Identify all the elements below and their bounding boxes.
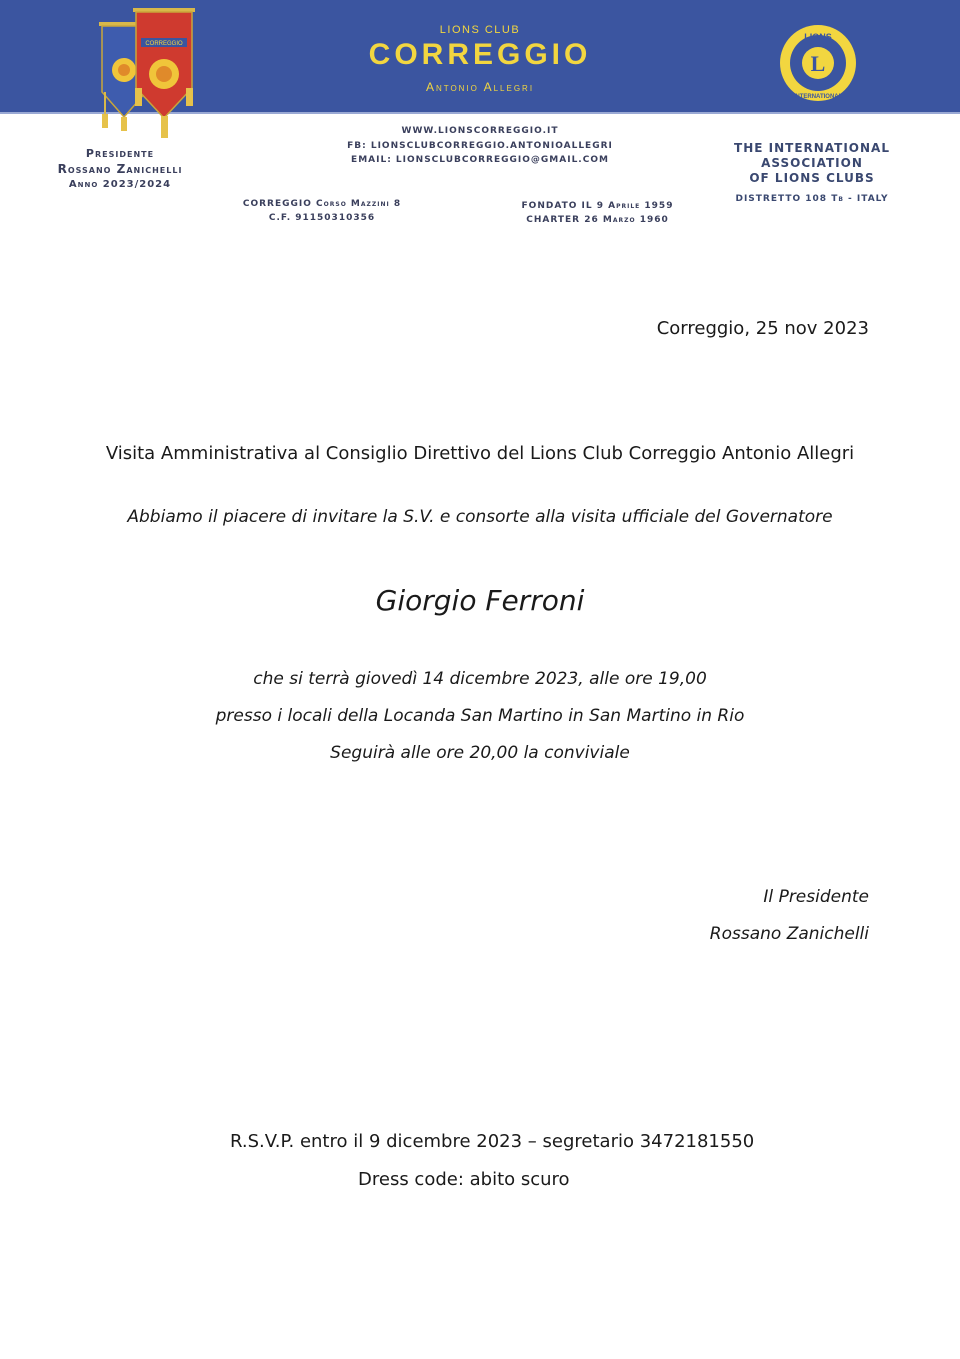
international-association (722, 141, 902, 186)
president-title: Presidente (85, 147, 155, 160)
letter-title: Visita Amministrativa al Consiglio Direttivo del Lions Club Correggio Antonio Allegri (105, 443, 855, 464)
letter-date: Correggio, 25 nov 2023 (656, 318, 869, 339)
lions-international-logo (773, 18, 863, 108)
contact-block (330, 124, 630, 168)
tax-code: C.F. 91150310356 (268, 213, 376, 223)
president-year: Anno 2023/2024 (68, 179, 172, 190)
intl-line-2: ASSOCIATION (761, 156, 863, 170)
website-link[interactable]: WWW.LIONSCORREGGIO.IT (401, 126, 559, 136)
logo-letter: L (810, 51, 826, 76)
pennant-label: CORREGGIO (145, 41, 183, 47)
intl-line-3: OF LIONS CLUBS (749, 171, 875, 185)
president-name: Rossano Zanichelli (57, 162, 183, 176)
club-subtitle: Antonio Allegri (425, 80, 535, 94)
rsvp-line: R.S.V.P. entro il 9 dicembre 2023 – segretario 3472181550 (230, 1131, 755, 1152)
intl-line-1: THE INTERNATIONAL (734, 141, 890, 155)
charter-date: CHARTER 26 Marzo 1960 (526, 215, 669, 225)
club-address: CORREGGIO Corso Mazzini 8 (242, 199, 402, 209)
logo-bottom-text: INTERNATIONAL (793, 94, 843, 100)
email-link[interactable]: EMAIL: LIONSCLUBCORREGGIO@GMAIL.COM (351, 155, 609, 165)
dinner-line: Seguirà alle ore 20,00 la conviviale (330, 743, 630, 763)
signature-title: Il Presidente (763, 887, 869, 907)
facebook-link[interactable]: FB: LIONSCLUBCORREGGIO.ANTONIOALLEGRI (347, 140, 613, 151)
logo-top-text: LIONS (804, 32, 832, 42)
event-date-line: che si terrà giovedì 14 dicembre 2023, alle ore 19,00 (253, 669, 707, 689)
pennant-icon (95, 0, 210, 140)
dress-code: Dress code: abito scuro (358, 1169, 570, 1190)
club-label: LIONS CLUB (439, 24, 521, 36)
governor-name: Giorgio Ferroni (375, 584, 585, 617)
signature-name: Rossano Zanichelli (709, 924, 869, 944)
invitation-text: Abbiamo il piacere di invitare la S.V. e consorte alla visita ufficiale del Governatore (127, 507, 833, 527)
founded-date: FONDATO IL 9 Aprile 1959 (521, 201, 674, 211)
district: DISTRETTO 108 Tb - ITALY (735, 194, 889, 204)
event-location-line: presso i locali della Locanda San Martino in San Martino in Rio (215, 706, 745, 726)
club-name: CORREGGIO (368, 38, 592, 71)
